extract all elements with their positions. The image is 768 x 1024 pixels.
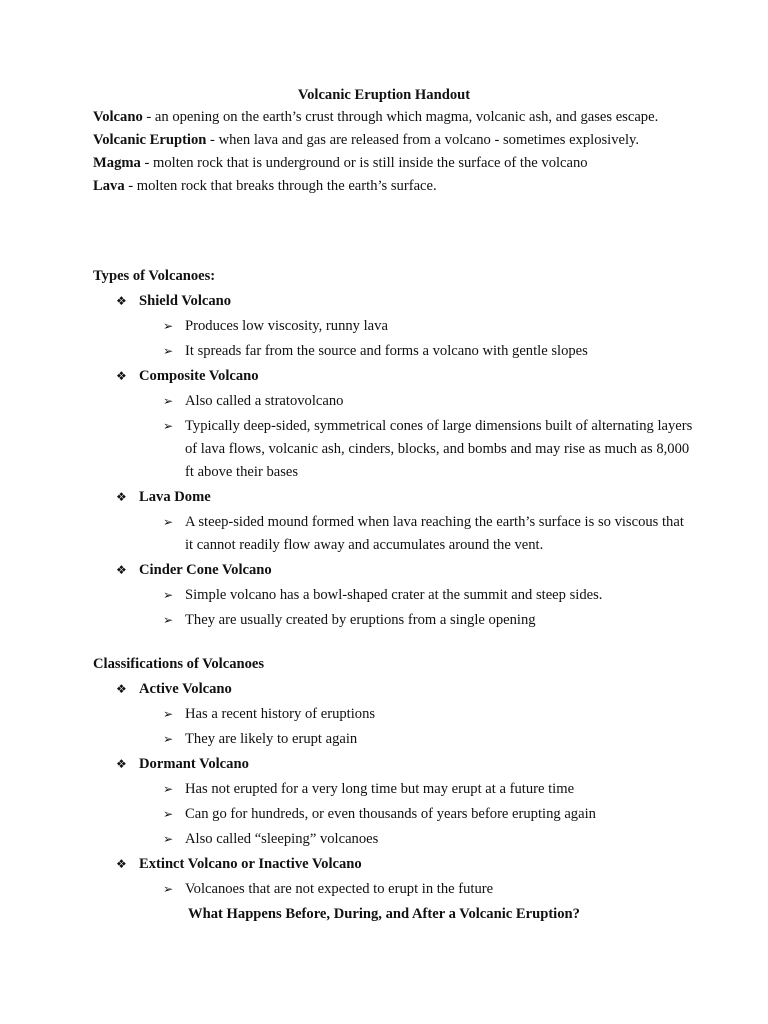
classifications-heading: Classifications of Volcanoes (93, 656, 265, 672)
type-composite-volcano (93, 364, 693, 485)
point-list (93, 583, 693, 633)
type-heading (93, 364, 693, 389)
definition-text: - molten rock that breaks through the earth’s surface. (124, 178, 437, 194)
point-text: A steep-sided mound formed when lava reaching the earth’s surface is so viscous that it cannot readily flow away and accumulates around the vent. (185, 514, 684, 553)
class-name: Active Volcano (139, 681, 232, 697)
types-section (93, 264, 693, 633)
class-dormant-volcano (93, 752, 693, 852)
diamond-bullet-icon: ❖ (116, 682, 127, 696)
definition-text: - when lava and gas are released from a volcano - sometimes explosively. (206, 132, 640, 148)
definitions-block (93, 106, 673, 198)
type-heading (93, 558, 693, 583)
diamond-bullet-icon: ❖ (116, 857, 127, 871)
list-item (93, 389, 693, 414)
point-list (93, 389, 693, 485)
arrow-bullet-icon: ➢ (163, 344, 174, 358)
class-heading (93, 677, 693, 702)
point-list (93, 702, 693, 752)
point-text: They are likely to erupt again (185, 731, 358, 747)
list-item (93, 702, 693, 727)
arrow-bullet-icon: ➢ (163, 807, 174, 821)
list-item (93, 314, 693, 339)
point-text: It spreads far from the source and forms a volcano with gentle slopes (185, 343, 588, 359)
point-text: Also called a stratovolcano (185, 393, 344, 409)
list-item (93, 339, 693, 364)
diamond-bullet-icon: ❖ (116, 369, 127, 383)
arrow-bullet-icon: ➢ (163, 319, 174, 333)
diamond-bullet-icon: ❖ (116, 757, 127, 771)
diamond-bullet-icon: ❖ (116, 490, 127, 504)
diamond-bullet-icon: ❖ (116, 563, 127, 577)
point-text: Typically deep-sided, symmetrical cones of large dimensions built of alternating layers of lava flows, volcanic ash, cinders, blocks, and bombs and may rise as much as 8,000 ft above their bases (185, 418, 693, 480)
arrow-bullet-icon: ➢ (163, 707, 174, 721)
list-item (93, 877, 693, 902)
type-cinder-cone-volcano (93, 558, 693, 633)
type-name: Composite Volcano (139, 368, 259, 384)
point-text: Has not erupted for a very long time but may erupt at a future time (185, 781, 575, 797)
class-name: Dormant Volcano (139, 756, 249, 772)
types-heading: Types of Volcanoes: (93, 268, 216, 284)
arrow-bullet-icon: ➢ (163, 394, 174, 408)
point-text: Produces low viscosity, runny lava (185, 318, 388, 334)
arrow-bullet-icon: ➢ (163, 613, 174, 627)
point-text: They are usually created by eruptions from a single opening (185, 612, 536, 628)
point-text: Also called “sleeping” volcanoes (185, 831, 379, 847)
closing-heading: What Happens Before, During, and After a Volcanic Eruption? (188, 906, 580, 922)
type-name: Cinder Cone Volcano (139, 562, 272, 578)
classifications-section (93, 652, 693, 902)
arrow-bullet-icon: ➢ (163, 882, 174, 896)
type-name: Shield Volcano (139, 293, 232, 309)
definition-term: Volcano (93, 109, 143, 125)
definition-magma (93, 152, 673, 175)
definition-volcano (93, 106, 673, 129)
document-title: Volcanic Eruption Handout (297, 87, 471, 103)
list-item (93, 727, 693, 752)
class-heading (93, 752, 693, 777)
type-lava-dome (93, 485, 693, 558)
point-text: Has a recent history of eruptions (185, 706, 376, 722)
list-item (93, 414, 693, 485)
arrow-bullet-icon: ➢ (163, 832, 174, 846)
class-name: Extinct Volcano or Inactive Volcano (139, 856, 362, 872)
list-item (93, 608, 693, 633)
arrow-bullet-icon: ➢ (163, 588, 174, 602)
type-heading (93, 289, 693, 314)
type-shield-volcano (93, 289, 693, 364)
type-heading (93, 485, 693, 510)
definition-text: - molten rock that is underground or is still inside the surface of the volcano (140, 155, 588, 171)
type-name: Lava Dome (139, 489, 211, 505)
point-text: Can go for hundreds, or even thousands of years before erupting again (185, 806, 596, 822)
list-item (93, 777, 693, 802)
list-item (93, 827, 693, 852)
diamond-bullet-icon: ❖ (116, 294, 127, 308)
point-list (93, 314, 693, 364)
definition-term: Lava (93, 178, 125, 194)
arrow-bullet-icon: ➢ (163, 515, 174, 529)
definition-term: Volcanic Eruption (93, 132, 207, 148)
class-heading (93, 852, 693, 877)
point-list (93, 877, 693, 902)
definition-volcanic-eruption (93, 129, 673, 152)
point-text: Simple volcano has a bowl-shaped crater at the summit and steep sides. (185, 587, 603, 603)
arrow-bullet-icon: ➢ (163, 732, 174, 746)
point-list (93, 510, 693, 558)
list-item (93, 583, 693, 608)
list-item (93, 510, 693, 558)
list-item (93, 802, 693, 827)
point-list (93, 777, 693, 852)
definition-lava (93, 175, 673, 198)
point-text: Volcanoes that are not expected to erupt in the future (185, 881, 494, 897)
arrow-bullet-icon: ➢ (163, 782, 174, 796)
arrow-bullet-icon: ➢ (163, 419, 174, 433)
definition-term: Magma (93, 155, 141, 171)
class-extinct-volcano (93, 852, 693, 902)
class-active-volcano (93, 677, 693, 752)
definition-text: - an opening on the earth’s crust through which magma, volcanic ash, and gases escape. (142, 109, 659, 125)
